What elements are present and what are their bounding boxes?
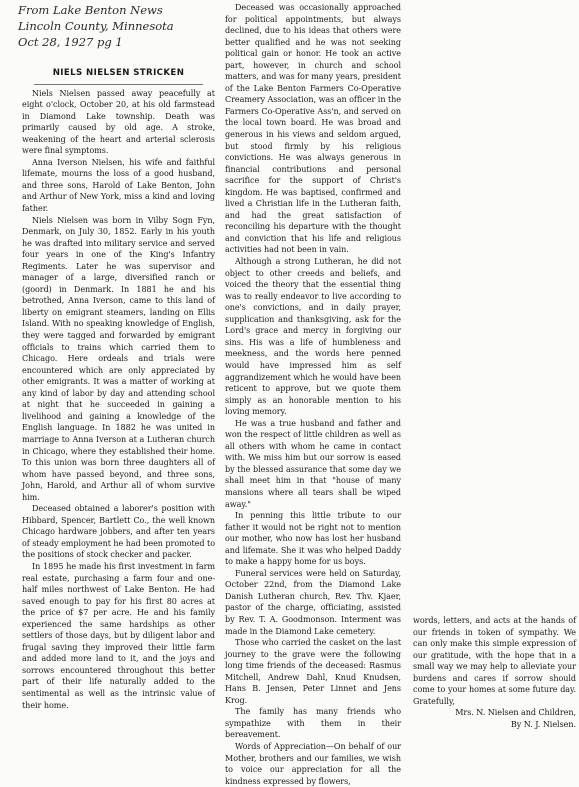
signature (413, 707, 576, 730)
article-paragraph: The family has many friends who sympathize with them in their bereavement. (225, 707, 401, 740)
article-paragraph: He was a true husband and father and won the respect of little children as well as all others with whom he came in contact with. We miss him but our sorrow is eased by the blessed assurance that some day we shall meet him in that "house of many mansions where all tears shall be wiped away." (225, 418, 401, 509)
article-paragraph: Words of Appreciation—On behalf of our Mother, brothers and our families, we wish to voice our appreciation for all the kindness expressed by flowers, (225, 742, 401, 786)
article-paragraph: Funeral services were held on Saturday, October 22nd, from the Diamond Lake Danish Lutheran church, Rev. Thv. Kjaer, pastor of the charge, officiating, assisted by Rev. T. A. Goodmonson. Interment was made in the Diamond Lake cemetery. (225, 568, 401, 636)
article-paragraph: Niels Nielsen was born in Vilby Sogn Fyn, Denmark, on July 30, 1852. Early in his youth he was drafted into military service and served four years in one of the King's Infantry Regiments. Later he was supervisor and manager of a large, diversified ranch or (goord) in Denmark. In 1881 he and his betrothed, Anna Iverson, came to this land of liberty on emigrant steamers, landing on Ellis Island. With no speaking knowledge of English, they were tagged and forwarded by emigrant officials to trains which carried them to Chicago. Here ordeals and trials were encountered which are only appreciated by other emigrants. It was a matter of working at any kind of labor by day and attending school at night that he succeeded in gaining a livelihood and gaining a knowledge of the English language. In 1882 he was united in marriage to Anna Iverson at a Lutheran church in Chicago, where they established their home. To this union was born three daughters all of whom have passed beyond, and three sons, John, Harold, and Arthur all of whom survive him. (22, 215, 215, 502)
handwritten-annotation (18, 2, 218, 50)
article-paragraph: Deceased was occasionally approached for political appointments, but always declined, due to his ideas that others were better qualified and he was not seeking political gain or honor. He took an active part, however, in church and school matters, and was for many years, president of the Lake Benton Farmers Co-Operative Creamery Association, was an officer in the Farmers Co-Operative Ass'n, and served on the local town board. He was broad and generous in his views and seldom argued, but stood firmly by his religious convictions. He was always generous in financial contributions and personal sacrifice for the support of Christ's kingdom. He was baptised, confirmed and lived a Christian life in the Lutheran faith, and had the great satisfaction of reconciling his departure with the thought and conviction that his life and religious activities had not been in vain. (225, 3, 401, 255)
annotation-line-source: From Lake Benton News (18, 3, 163, 17)
article-paragraph: In 1895 he made his first investment in farm real estate, purchasing a farm four and one-half miles northwest of Lake Benton. He had saved enough to pay for his first 80 acres at the price of $7 per acre. He and his family experienced the same hardships as other settlers of those days, but by diligent labor and frugal saving they improved their little farm and added more land to it, and the joys and sorrows encountered throughout this better part of their life naturally added to the sentimental as well as the intrinsic value of their home. (22, 561, 215, 710)
article-paragraph: Niels Nielsen passed away peacefully at eight o'clock, October 20, at his old farmstead in Diamond Lake township. Death was primarily caused by old age. A stroke, weakening of the heart and arterial sclerosis were final symptoms. (22, 88, 215, 156)
article-column-left (22, 68, 215, 766)
signature-line: Mrs. N. Nielsen and Children, (455, 708, 576, 718)
article-paragraph: In penning this little tribute to our father it would not be right not to mention our mother, who now has lost her husband and lifemate. She it was who helped Daddy to make a happy home for us boys. (225, 511, 401, 567)
headline-rule (34, 84, 203, 85)
article-column-continuation (413, 615, 576, 729)
article-paragraph: Although a strong Lutheran, he did not object to other creeds and beliefs, and voiced the theory that the essential thing was to really endeavor to live according to one's convictions, and in daily prayer, supplication and thanksgiving, ask for the Lord's grace and mercy in forgiving our sins. His was a life of humbleness and meekness, and the words here penned would have impressed him as self aggrandizement which he would have been reticent to approve, but we quote them simply as an honorable mention to his loving memory. (225, 257, 401, 417)
article-paragraph: Those who carried the casket on the last journey to the grave were the following long time friends of the deceased: Rasmus Mitchell, Andrew Dahl, Knud Knudsen, Hans B. Jensen, Peter Linnet and Jens Krog. (225, 638, 401, 705)
annotation-line-date: Oct 28, 1927 pg 1 (18, 35, 123, 49)
article-paragraph: Deceased obtained a laborer's position with Hibbard, Spencer, Bartlett Co., the well known Chicago hardware jobbers, and after ten years of steady employment he had been promoted to the positions of stock checker and packer. (22, 504, 215, 560)
article-column-right (225, 2, 401, 786)
article-paragraph: Anna Iverson Nielsen, his wife and faithful lifemate, mourns the loss of a good husband, and three sons, Harold of Lake Benton, John and Arthur of New York, miss a kind and loving father. (22, 157, 215, 214)
annotation-line-county: Lincoln County, Minnesota (18, 19, 174, 33)
signature-line: By N. J. Nielsen. (510, 719, 576, 729)
article-paragraph: words, letters, and acts at the hands of our friends in token of sympathy. We can only make this simple expression of our gratitude, with the hope that in a small way we may help to alleviate your burdens and cares if sorrow should come to your homes at some future day. Gratefully, (413, 616, 576, 706)
article-headline: NIELS NIELSEN STRICKEN (52, 68, 185, 78)
